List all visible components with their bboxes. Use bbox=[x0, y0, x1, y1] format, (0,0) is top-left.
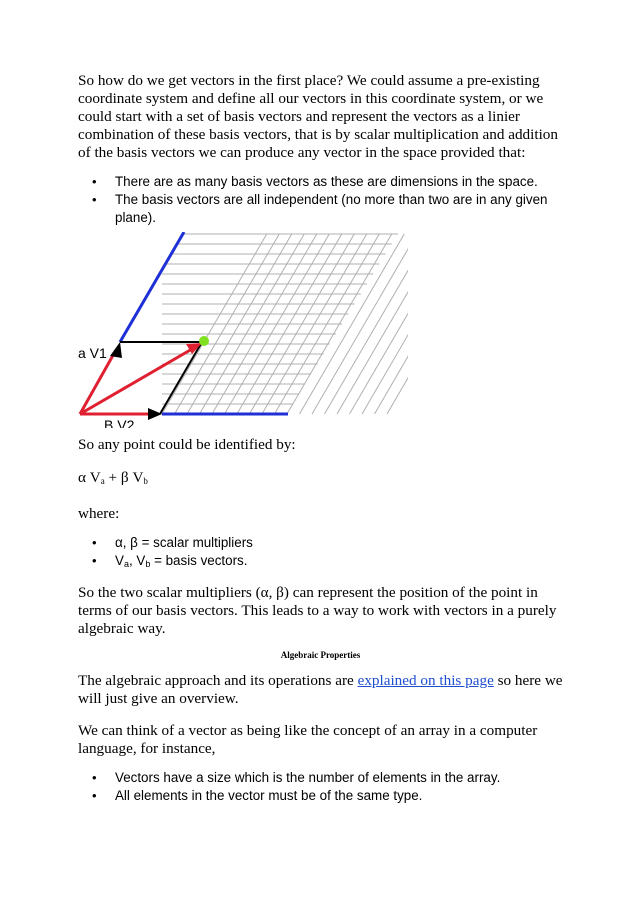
v2-arrowhead bbox=[148, 408, 162, 420]
document-page bbox=[78, 72, 563, 805]
label-v2: B V2 bbox=[104, 417, 135, 428]
conditions-list bbox=[78, 173, 563, 227]
array-paragraph: We can think of a vector as being like the concept of an array in a computer language, for instance, bbox=[78, 722, 538, 757]
list-item: • The basis vectors are all independent (no more than two are in any given plane). bbox=[92, 192, 548, 225]
grid-column bbox=[350, 234, 409, 414]
v1-arrowhead bbox=[110, 342, 122, 358]
list-item: • $V_a$, $V_b$ = basis vectors. bbox=[92, 553, 248, 569]
target-point bbox=[199, 336, 209, 346]
identified-by-text: So any point could be identified by: bbox=[78, 436, 296, 453]
oblique-grid bbox=[162, 234, 408, 414]
definitions-list bbox=[78, 534, 563, 573]
bullet: • bbox=[92, 174, 97, 189]
basis-diagram bbox=[78, 232, 408, 428]
basis-vector-figure bbox=[78, 232, 408, 428]
algebraic-paragraph: The algebraic approach and its operations are explained on this page so here we will just give an overview. bbox=[78, 672, 563, 707]
bullet: • bbox=[92, 770, 97, 785]
formula: α $V_a + \beta$ $V_b$ bbox=[78, 469, 148, 486]
list-item: • All elements in the vector must be of the same type. bbox=[92, 788, 423, 803]
array-points-list bbox=[78, 769, 563, 805]
bullet: • bbox=[92, 788, 97, 803]
grid-column bbox=[337, 234, 408, 414]
where-label: where: bbox=[78, 505, 120, 522]
section-heading: Algebraic Properties bbox=[280, 650, 361, 660]
bullet: • bbox=[92, 553, 97, 568]
label-v1: a V1 bbox=[78, 345, 107, 361]
list-item: • Vectors have a size which is the number of elements in the array. bbox=[92, 770, 501, 785]
bullet: • bbox=[92, 535, 97, 550]
scalar-paragraph: So the two scalar multipliers (α, β) can represent the position of the point in terms of our basis vectors. This leads to a way to work with vectors in a purely algebraic way. bbox=[78, 584, 557, 637]
list-item: • There are as many basis vectors as these are dimensions in the space. bbox=[92, 174, 538, 189]
list-item: • α, β = scalar multipliers bbox=[92, 535, 253, 550]
intro-paragraph: So how do we get vectors in the first place? We could assume a pre-existing coordinate system and define all our vectors in this coordinate system, or we could start with a set of basis vectors and represent the vectors as a linier combination of these basis vectors, that is by scalar multiplication and addition of the basis vectors we can produce any vector in the space provided that: bbox=[78, 72, 558, 161]
bullet: • bbox=[92, 192, 97, 207]
explained-link[interactable]: explained on this page bbox=[357, 672, 494, 689]
v1-axis bbox=[120, 232, 184, 342]
